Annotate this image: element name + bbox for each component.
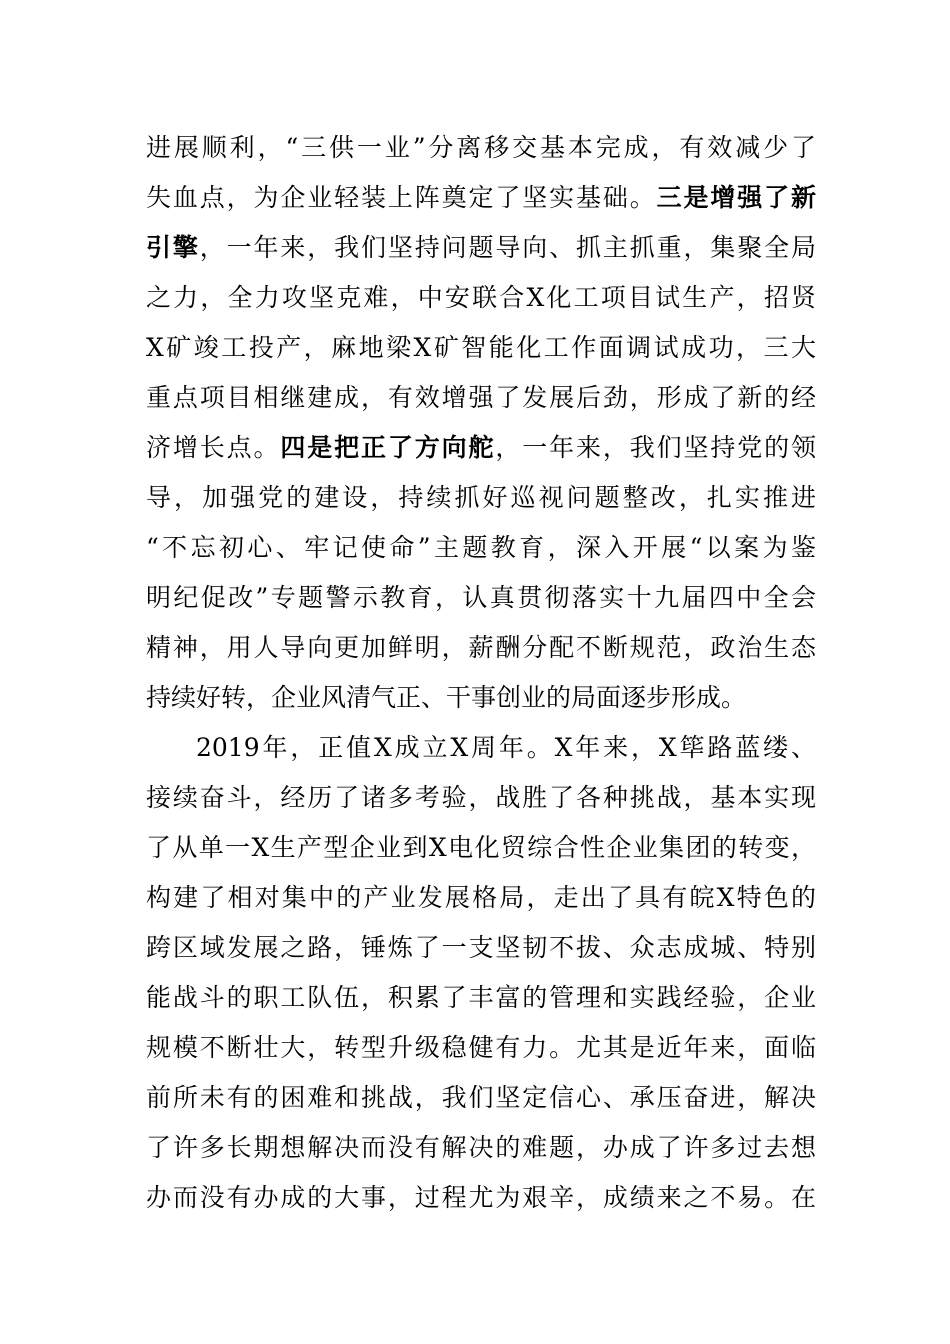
text-line — [146, 278, 816, 318]
text-line — [146, 1178, 816, 1218]
text-line — [146, 678, 816, 718]
text-line — [146, 728, 816, 768]
text-run: 持续好转，企业风清气正、干事创业的局面逐步形成。 — [146, 683, 747, 712]
text-run: 前所未有的困难和挑战，我们坚定信心、承压奋进，解决 — [146, 1083, 816, 1112]
text-run: 2019年，正值X成立X周年。X年来，X筚路蓝缕、 — [196, 733, 816, 762]
text-run: 了从单一X生产型企业到X电化贸综合性企业集团的转变， — [146, 833, 816, 862]
text-run: 进展顺利，“三供一业”分离移交基本完成，有效减少了 — [146, 133, 816, 162]
text-line — [146, 578, 816, 618]
bold-heading-run: 四是把正了方向舵 — [280, 433, 496, 462]
text-line — [146, 328, 816, 368]
text-run: 导，加强党的建设，持续抓好巡视问题整改，扎实推进 — [146, 483, 816, 512]
text-line — [146, 178, 816, 218]
bold-heading-run: 引擎 — [146, 233, 200, 262]
text-run: 办而没有办成的大事，过程尤为艰辛，成绩来之不易。在 — [146, 1183, 816, 1212]
text-line — [146, 828, 816, 868]
text-line — [146, 1078, 816, 1118]
text-run: 重点项目相继建成，有效增强了发展后劲，形成了新的经 — [146, 383, 816, 412]
text-run: 能战斗的职工队伍，积累了丰富的管理和实践经验，企业 — [146, 983, 816, 1012]
text-line — [146, 478, 816, 518]
text-run: 了许多长期想解决而没有解决的难题，办成了许多过去想 — [146, 1133, 816, 1162]
text-line — [146, 228, 816, 268]
text-run: 之力，全力攻坚克难，中安联合X化工项目试生产，招贤 — [146, 283, 816, 312]
text-line — [146, 978, 816, 1018]
text-run: “不忘初心、牢记使命”主题教育，深入开展“以案为鉴 — [146, 533, 816, 562]
text-run: 明纪促改”专题警示教育，认真贯彻落实十九届四中全会 — [146, 583, 816, 612]
text-run: ，一年来，我们坚持党的领 — [495, 433, 816, 462]
text-run: 跨区域发展之路，锤炼了一支坚韧不拔、众志成城、特别 — [146, 933, 816, 962]
text-line — [146, 928, 816, 968]
bold-heading-run: 三是增强了新 — [656, 183, 816, 212]
text-line — [146, 778, 816, 818]
text-run: X矿竣工投产，麻地梁X矿智能化工作面调试成功，三大 — [146, 333, 816, 362]
text-run: 规模不断壮大，转型升级稳健有力。尤其是近年来，面临 — [146, 1033, 816, 1062]
text-run: 济增长点。 — [146, 433, 281, 462]
text-run: 失血点，为企业轻装上阵奠定了坚实基础。 — [146, 183, 657, 212]
text-line — [146, 528, 816, 568]
text-line — [146, 878, 816, 918]
text-line — [146, 1128, 816, 1168]
text-line — [146, 128, 816, 168]
text-run: 接续奋斗，经历了诸多考验，战胜了各种挑战，基本实现 — [146, 783, 816, 812]
text-run: 精神，用人导向更加鲜明，薪酬分配不断规范，政治生态 — [146, 633, 816, 662]
text-line — [146, 1028, 816, 1068]
text-line — [146, 378, 816, 418]
text-line — [146, 628, 816, 668]
text-run: ，一年来，我们坚持问题导向、抓主抓重，集聚全局 — [199, 233, 816, 262]
text-run: 构建了相对集中的产业发展格局，走出了具有皖X特色的 — [146, 883, 816, 912]
text-line — [146, 428, 816, 468]
